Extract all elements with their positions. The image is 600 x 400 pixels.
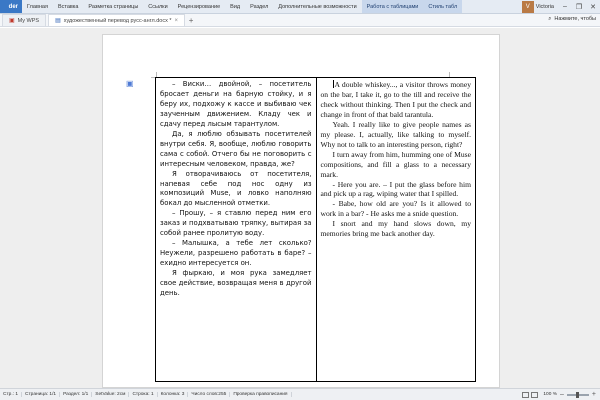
- text-paragraph: – Виски… двойной, – посетитель бросает деньги на барную стойку, и я беру их, подхожу к кассе и выбиваю чек заученным движением. Кладу чек и сдачу перед лысым тарантулом.: [160, 80, 312, 128]
- document-tabs-bar: [0, 14, 600, 27]
- text-cursor: [333, 80, 334, 88]
- status-setvalue: SetValue: 2см: [92, 392, 129, 397]
- document-page: [102, 34, 500, 388]
- text-paragraph: I turn away from him, humming one of Muse compositions, and fill a glass to a necessary mark.: [320, 149, 471, 179]
- text-paragraph: - Here you are. – I put the glass before him and pick up a rag, wiping water that I spilled.: [320, 179, 471, 199]
- text-paragraph: Yeah. I really like to give people names as my please. I, actually, like talking to myself. Why not to talk to an interesting person, right?: [320, 119, 471, 149]
- minimize-icon[interactable]: –: [563, 3, 567, 10]
- tab-references[interactable]: Ссылки: [148, 3, 168, 10]
- first-paragraph-text: A double whiskey..., a visitor throws money on the bar, I take it, go to the till and receive the check without thinking. Then I put the check and change in front of that bald tarantula.: [320, 80, 471, 119]
- tab-home[interactable]: Главная: [27, 3, 48, 10]
- text-paragraph: – Прошу, – я ставлю перед ним его заказ и подхватываю тряпку, вытирая за собой ранее пролитую воду.: [160, 209, 312, 238]
- tab-review[interactable]: Рецензирование: [177, 3, 221, 10]
- text-paragraph: – Малышка, а тебе лет сколько? Неужели, разрешено работать в баре? – ехидно интересуется он.: [160, 239, 312, 268]
- text-paragraph: I snort and my hand slows down, my memories bring me back another day.: [320, 219, 471, 239]
- zoom-out-button[interactable]: –: [560, 391, 564, 398]
- tab-extra-features[interactable]: Дополнительные возможности: [278, 3, 357, 10]
- status-line: Строка: 1: [129, 392, 157, 397]
- page-view-icon[interactable]: [522, 392, 529, 398]
- close-icon[interactable]: ✕: [590, 3, 596, 11]
- tab-table-tools[interactable]: Работа с таблицами: [362, 0, 424, 13]
- tab-section[interactable]: Раздел: [250, 3, 269, 10]
- status-spellcheck[interactable]: Проверка правописания: [230, 392, 291, 397]
- word-doc-icon: ▤: [55, 18, 61, 24]
- search-icon: ⌕: [548, 15, 552, 22]
- tab-page-layout[interactable]: Разметка страницы: [88, 3, 139, 10]
- status-section: Раздел: 1/1: [60, 392, 92, 397]
- user-name: Victoria: [535, 3, 554, 10]
- text-paragraph-first: [321, 80, 472, 120]
- help-search[interactable]: [544, 14, 600, 26]
- status-page-number: Стр.: 1: [0, 392, 22, 397]
- doc-tab-my-wps[interactable]: [2, 14, 46, 26]
- paragraph-handle-icon[interactable]: ▣: [126, 79, 134, 88]
- tab-table-style[interactable]: Стиль табл: [423, 0, 462, 13]
- ribbon-tabs: [0, 0, 600, 14]
- avatar: V: [522, 1, 534, 13]
- text-paragraph: Я отворачиваюсь от посетителя, напевая себе под нос одну из композиций Muse, и ловко наполняю бокал до мысленной отметки.: [160, 169, 312, 208]
- status-word-count[interactable]: Число слов:255: [188, 392, 230, 397]
- zoom-control: [539, 391, 600, 398]
- status-bar: [0, 388, 600, 400]
- close-tab-icon[interactable]: ×: [174, 17, 179, 24]
- workspace: [0, 28, 600, 388]
- web-view-icon[interactable]: [531, 392, 538, 398]
- zoom-slider[interactable]: [567, 394, 589, 396]
- user-account[interactable]: [520, 0, 558, 13]
- wps-home-icon: ▣: [9, 18, 15, 24]
- restore-icon[interactable]: ❐: [575, 3, 583, 11]
- text-paragraph: - Babe, how old are you? Is it allowed to work in a bar? - He asks me a snide question.: [320, 199, 471, 219]
- zoom-in-button[interactable]: +: [591, 391, 596, 398]
- status-column: Колонка: 3: [158, 392, 189, 397]
- tab-view[interactable]: Вид: [230, 3, 241, 10]
- doc-tab-translation[interactable]: [48, 14, 185, 26]
- status-page-count: Страница: 1/1: [22, 392, 60, 397]
- ribbon-spacer: [462, 0, 520, 13]
- text-paragraph: Да, я люблю обзывать посетителей внутри себя. Я, вообще, люблю говорить сама с собой. Отчего бы не поговорить с интересным человеком, правда, же?: [160, 129, 312, 168]
- help-search-label: Нажмите, чтобы: [554, 16, 596, 22]
- tab-insert[interactable]: Вставка: [57, 3, 79, 10]
- doc-tab-label: художественный перевод русс-англ.docx *: [63, 17, 172, 24]
- app-menu-button[interactable]: der: [0, 0, 22, 13]
- text-paragraph: Я фыркаю, и моя рука замедляет свое действие, возвращая меня в другой день.: [160, 269, 312, 298]
- source-text-cell[interactable]: [156, 78, 317, 381]
- new-tab-button[interactable]: +: [188, 15, 194, 25]
- zoom-level[interactable]: 100 %: [543, 392, 557, 397]
- translation-text-cell[interactable]: [317, 78, 476, 381]
- zoom-slider-thumb[interactable]: [576, 392, 579, 398]
- translation-table[interactable]: [155, 77, 476, 382]
- doc-tab-label: My WPS: [17, 17, 40, 24]
